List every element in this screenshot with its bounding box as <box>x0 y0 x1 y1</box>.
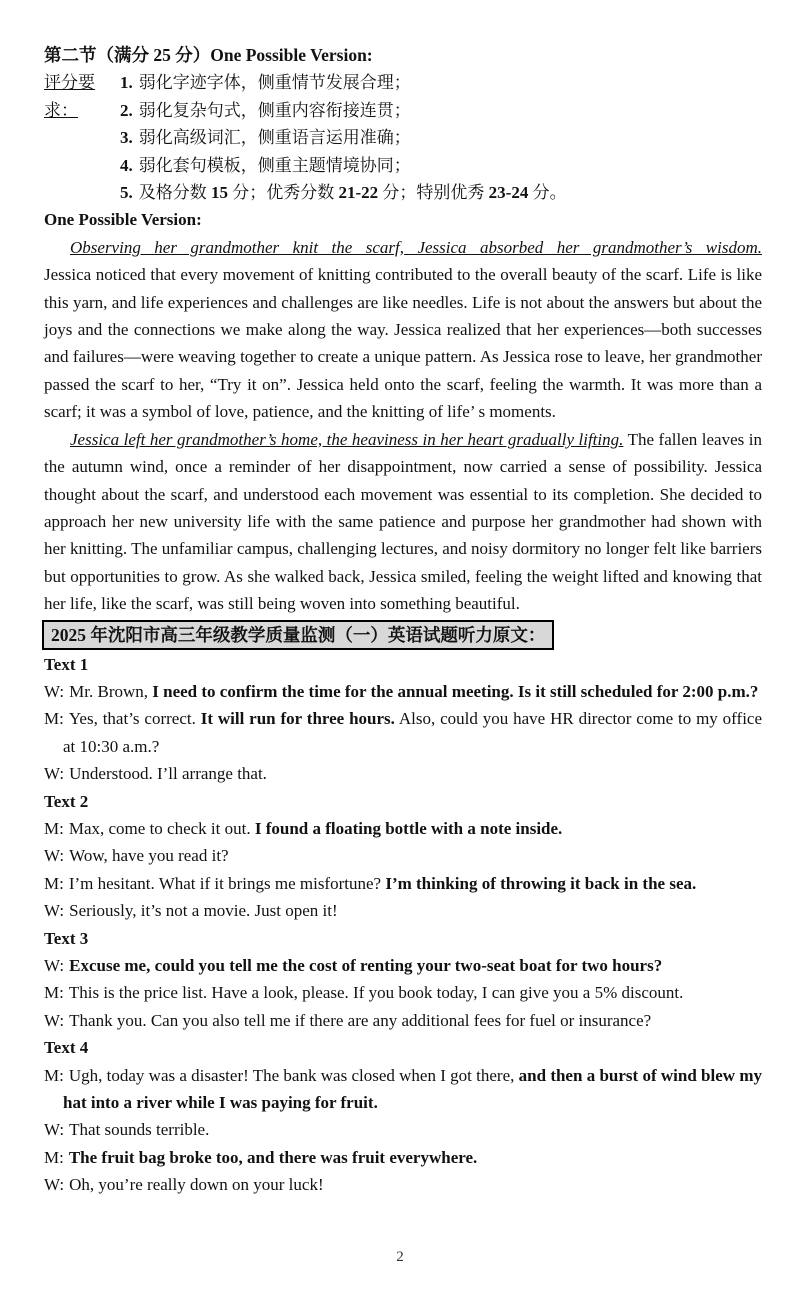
dialogue-content: Ugh, today was a disaster! The bank was closed when I got there, and then a burst of wind blew my hat into a river while I was paying for fruit. <box>63 1065 762 1113</box>
dialogue-content: Thank you. Can you also tell me if there are any additional fees for fuel or insurance? <box>69 1010 652 1030</box>
text-2-title: Text 2 <box>44 791 89 811</box>
speaker-label: M: <box>44 873 64 893</box>
speaker-label: M: <box>44 1065 64 1085</box>
listening-banner-row <box>42 620 762 650</box>
text-1-title: Text 1 <box>44 654 89 674</box>
speaker-label: W: <box>44 1120 65 1140</box>
dialogue-line <box>44 815 762 842</box>
grading-item-number: 4. <box>120 155 133 175</box>
speaker-label: M: <box>44 1147 64 1167</box>
grading-item-number: 2. <box>120 100 133 120</box>
essay-paragraph-2-body: The fallen leaves in the autumn wind, once a reminder of her disappointment, now carried a sense of possibility. Jessica thought about the scarf, and understood each movement was essential to its completion. She decided to approach her new university life with the same patience and purpose her grandmother had shown with her knitting. The unfamiliar campus, challenging lectures, and noisy dormitory no longer felt like barriers but opportunities to grow. As she walked back, Jessica smiled, feeling the weight lifted and knowing that her life, like the scarf, was still being woven into something beautiful. <box>44 429 762 614</box>
essay-paragraph-1-lead <box>44 234 762 261</box>
dialogue-line <box>44 870 762 897</box>
grading-item-2 <box>120 97 762 124</box>
grading-item-number: 5. <box>120 183 133 203</box>
grading-item-text: 弱化字迹字体，侧重情节发展合理； <box>138 73 411 93</box>
dialogue-content: Understood. I’ll arrange that. <box>69 764 267 784</box>
speaker-label: M: <box>44 983 64 1003</box>
dialogue-line <box>44 678 762 705</box>
speaker-label: W: <box>44 764 65 784</box>
essay-paragraph-1-body: Jessica noticed that every movement of knitting contributed to the overall beauty of the scarf. Life is like this yarn, and life experiences and challenges are like needles. Life is not about the answers but about the joys and the connections we make along the way. Jessica realized that her experiences—both successes and failures—were weaving together to create a unique pattern. As Jessica rose to leave, her grandmother passed the scarf to her, “Try it on”. Jessica held onto the scarf, feeling the warmth. It was more than a scarf; it was a symbol of love, patience, and the knitting of life’ s moments. <box>44 265 762 422</box>
lead-sentence: Observing her grandmother knit the scarf, Jessica absorbed her grandmother’s wisdom. <box>70 237 762 257</box>
text-4-title: Text 4 <box>44 1038 89 1058</box>
dialogue-line <box>44 1171 762 1198</box>
grading-item-text: 弱化复杂句式，侧重内容衔接连贯； <box>138 100 411 120</box>
dialogue-content: This is the price list. Have a look, please. If you book today, I can give you a 5% discount. <box>68 983 684 1003</box>
dialogue-content: Seriously, it’s not a movie. Just open it! <box>69 901 338 921</box>
dialogue-line <box>44 760 762 787</box>
dialogue-line <box>44 897 762 924</box>
speaker-label: M: <box>44 818 64 838</box>
dialogue-line <box>44 1144 762 1171</box>
dialogue-content: Yes, that’s correct. It will run for three hours. Also, could you have HR director come to my office at 10:30 a.m.? <box>63 709 763 756</box>
grading-item-text: 弱化高级词汇，侧重语言运用准确； <box>138 128 411 148</box>
grading-item-4 <box>120 152 762 179</box>
speaker-label: M: <box>44 709 64 729</box>
listening-text-4 <box>44 1034 762 1198</box>
dialogue-line <box>44 1007 762 1034</box>
dialogue-content: I’m hesitant. What if it brings me misfortune? I’m thinking of throwing it back in the sea. <box>68 873 697 893</box>
grading-item-text: 弱化套句模板，侧重主题情境协同； <box>138 155 411 175</box>
essay-heading: One Possible Version: <box>44 210 202 230</box>
essay-paragraph-1 <box>44 234 762 426</box>
dialogue-content: That sounds terrible. <box>69 1120 210 1140</box>
dialogue-line <box>44 1062 762 1117</box>
speaker-label: W: <box>44 681 65 701</box>
dialogue-line <box>44 979 762 1006</box>
dialogue-line <box>44 952 762 979</box>
grading-requirements <box>44 69 762 206</box>
grading-item-5 <box>120 179 762 206</box>
dialogue-content: Oh, you’re really down on your luck! <box>69 1175 324 1195</box>
speaker-label: W: <box>44 846 65 866</box>
dialogue-content: Mr. Brown, I need to confirm the time for the annual meeting. Is it still scheduled for 2:00 p.m.? <box>69 681 759 701</box>
section-heading: 第二节（满分 25 分）One Possible Version: <box>44 45 373 65</box>
grading-items <box>120 69 762 206</box>
dialogue-content: Max, come to check it out. I found a floating bottle with a note inside. <box>68 818 563 838</box>
grading-item-text: 及格分数 15 分；优秀分数 21-22 分；特别优秀 23-24 分。 <box>138 183 567 203</box>
grading-label: 评分要求： <box>44 73 95 120</box>
listening-text-2 <box>44 788 762 925</box>
dialogue-content: Wow, have you read it? <box>69 846 229 866</box>
text-3-title: Text 3 <box>44 928 89 948</box>
listening-text-3 <box>44 925 762 1035</box>
speaker-label: W: <box>44 901 65 921</box>
grading-item-number: 3. <box>120 128 133 148</box>
dialogue-line <box>44 1116 762 1143</box>
speaker-label: W: <box>44 956 65 975</box>
page-number: 2 <box>396 1248 404 1265</box>
listening-banner: 2025 年沈阳市高三年级教学质量监测（一）英语试题听力原文： <box>42 620 554 650</box>
grading-item-3 <box>120 124 762 151</box>
speaker-label: W: <box>44 1010 65 1030</box>
speaker-label: W: <box>44 1175 65 1195</box>
grading-item-number: 1. <box>120 73 133 93</box>
listening-text-1 <box>44 651 762 788</box>
lead-sentence: Jessica left her grandmother’s home, the heaviness in her heart gradually lifting. <box>70 429 624 449</box>
grading-item-1 <box>120 69 762 96</box>
dialogue-line <box>44 705 762 760</box>
dialogue-line <box>44 842 762 869</box>
dialogue-content: Excuse me, could you tell me the cost of renting your two-seat boat for two hours? <box>69 956 663 975</box>
essay-paragraph-2 <box>44 426 762 618</box>
dialogue-content: The fruit bag broke too, and there was fruit everywhere. <box>68 1147 478 1167</box>
